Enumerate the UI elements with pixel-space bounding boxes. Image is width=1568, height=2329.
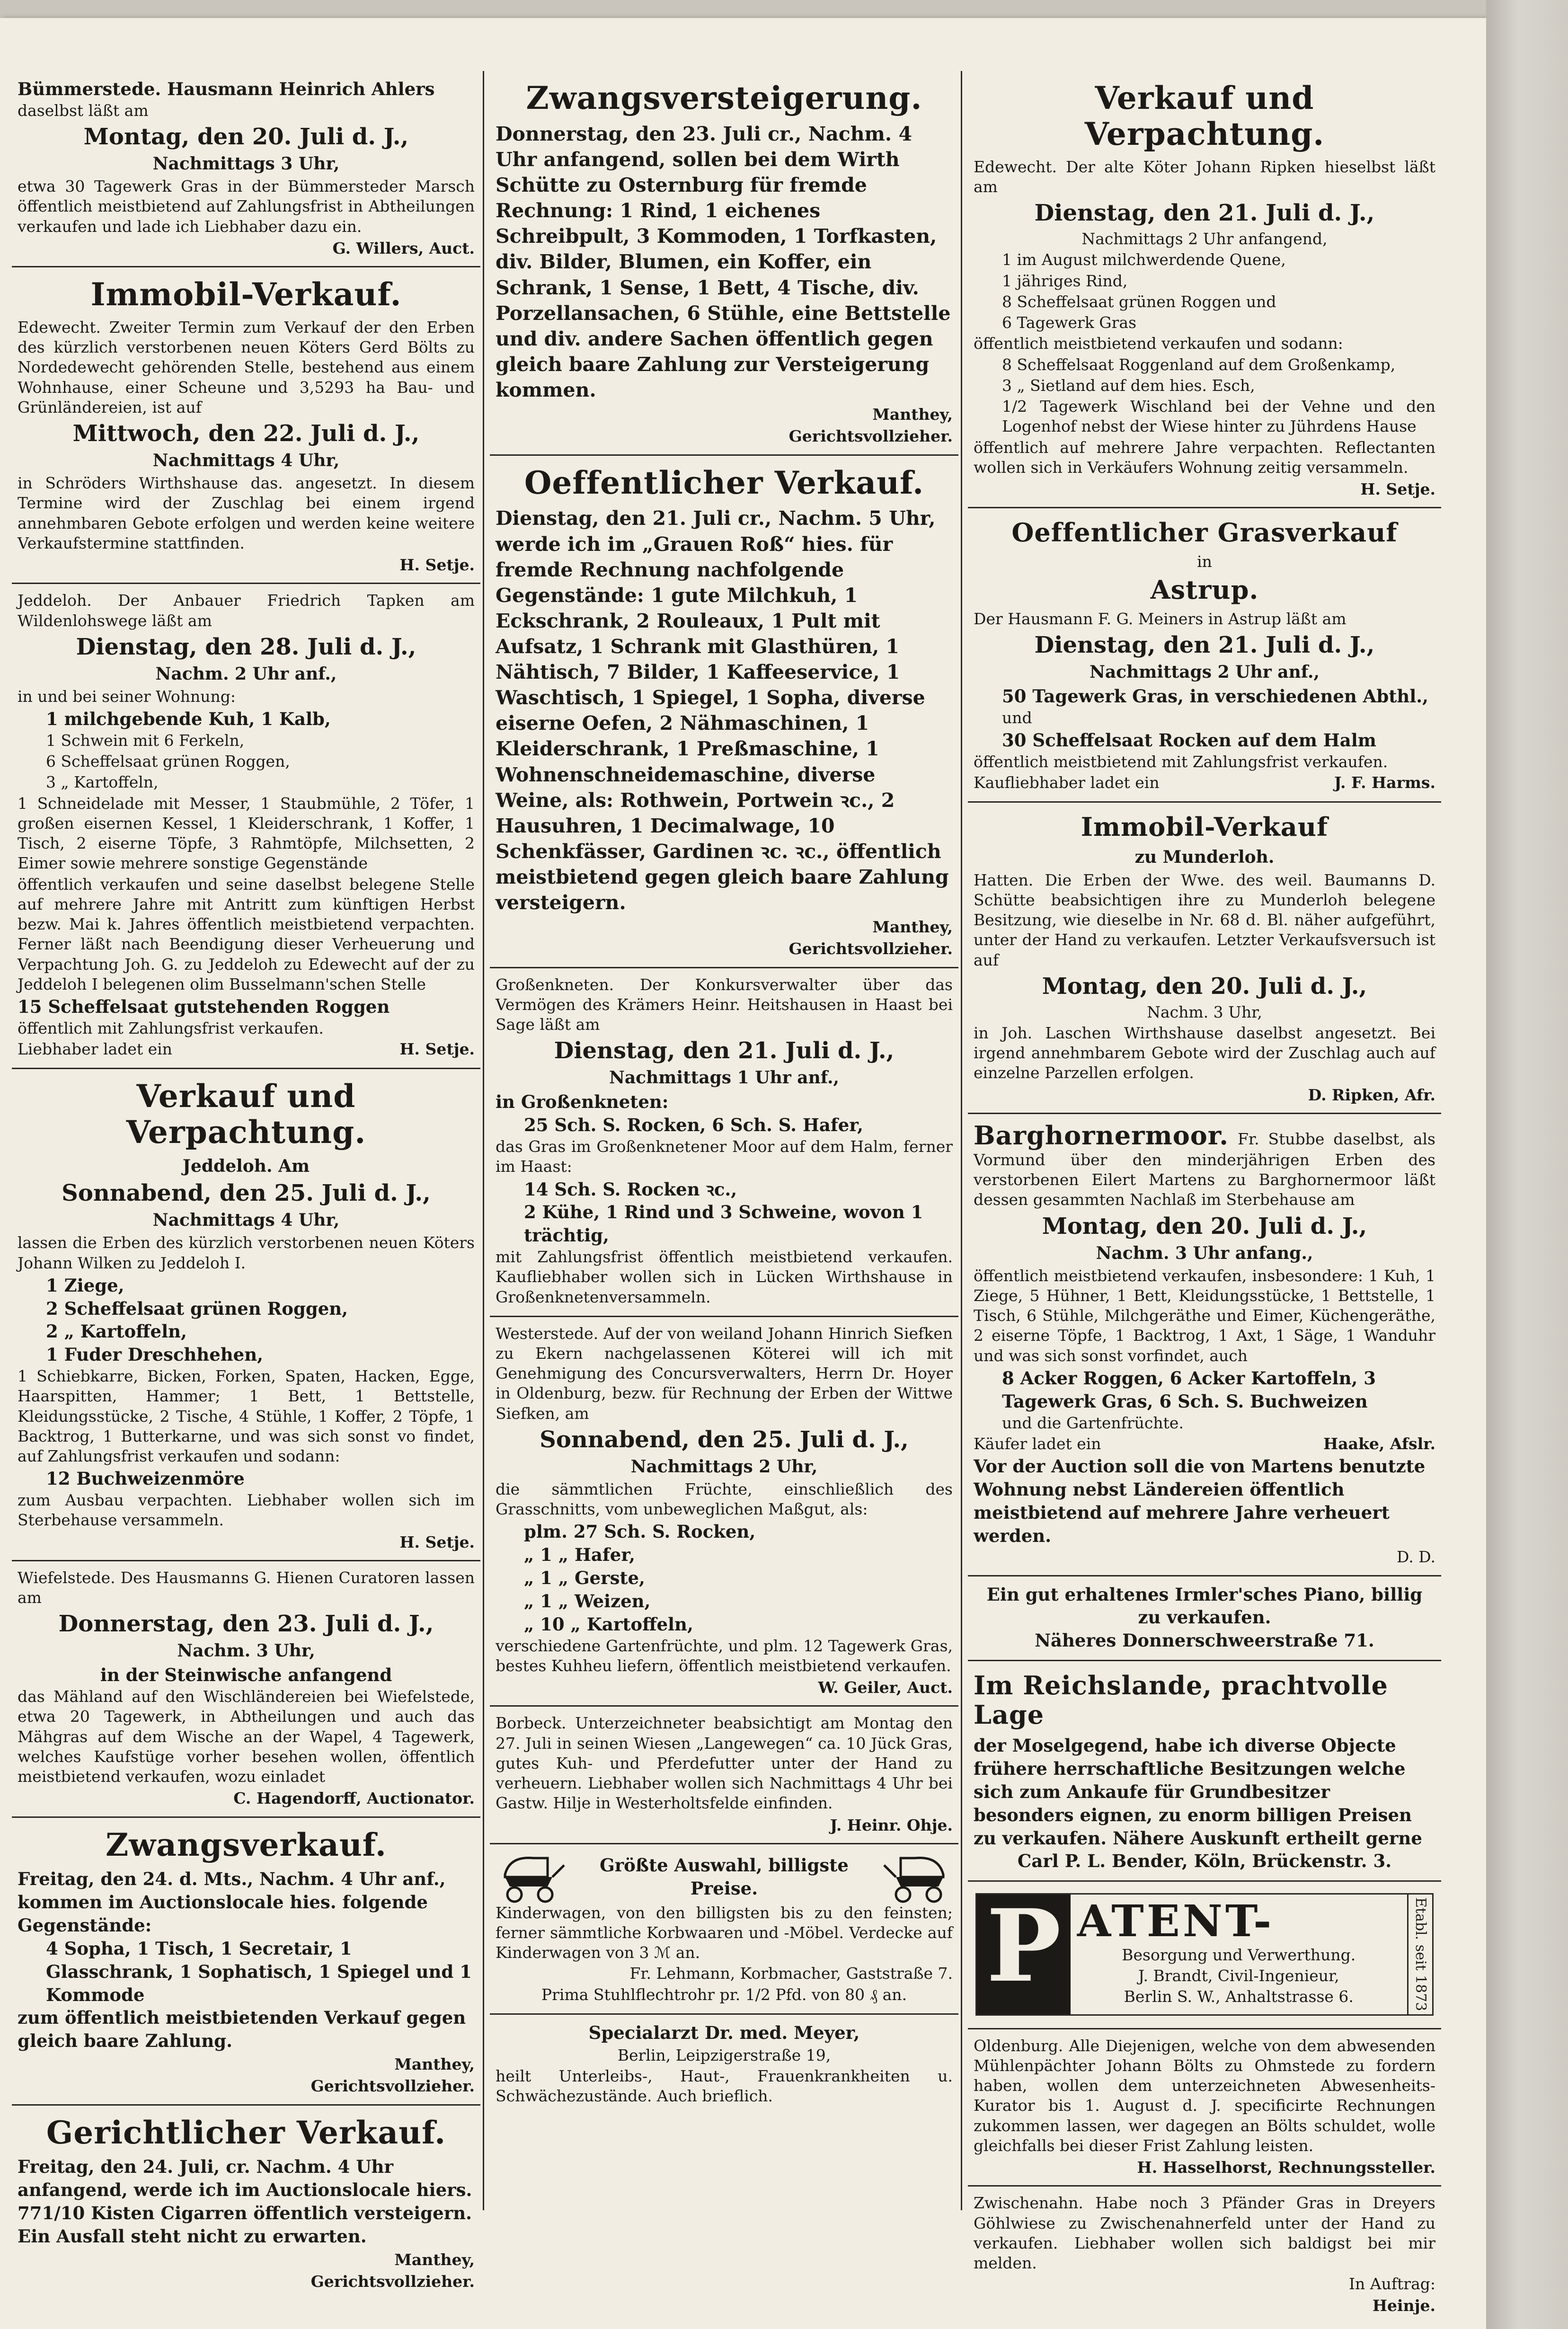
ad-item: 1 Ziege, [46, 1275, 124, 1296]
ad-und: und [1002, 708, 1032, 727]
ad-headline: Specialarzt Dr. med. Meyer, [588, 2022, 860, 2043]
ad-item: 8 Scheffelsaat grünen Roggen und [1002, 292, 1276, 311]
ad-place: Jeddeloh. Am [182, 1156, 310, 1177]
ad-signature-title: Gerichtsvollzieher. [788, 427, 953, 446]
ad-signature: C. Hagendorff, Auctionator. [233, 1789, 475, 1808]
patent-main [1071, 1895, 1407, 2014]
ad-bold: Ein gut erhaltenes Irmler'sches Piano, billig zu verkaufen. [986, 1584, 1423, 1628]
ad-body: Freitag, den 24. d. Mts., Nachm. 4 Uhr anf., kommen im Auctionslocale hies. folgende Gegenstände: [18, 1869, 446, 1936]
patent-line-2: J. Brandt, Civil-Ingenieur, [1138, 1966, 1339, 1985]
ad-lead: in Großenkneten: [496, 1091, 669, 1113]
ad-date: Dienstag, den 21. Juli d. J., [1034, 200, 1375, 227]
ad-intro: Großenkneten. Der Konkursverwalter über das Vermögen des Krämers Heinr. Heitshausen in Haast bei Sage läßt am [496, 975, 953, 1034]
ad-signature-title: Gerichtsvollzieher. [788, 939, 953, 958]
ad-signature-2: D. D. [1396, 1548, 1435, 1567]
ad-invite: Liebhaber ladet ein [18, 1040, 172, 1059]
ad-signature: Manthey, [872, 405, 953, 424]
ad-body: öffentlich meistbietend verkaufen und sodann: [974, 334, 1343, 353]
ad-intro: Bümmerstede. Hausmann Heinrich Ahlers [18, 79, 435, 99]
ad-body: Zwischenahn. Habe noch 3 Pfänder Gras in Dreyers Göhlwiese zu Zwischenahnerfeld unter der Hand zu verkaufen. Liebhaber wollen sich baldigst bei mir melden. [974, 2194, 1435, 2273]
patent-line-1: Besorgung und Verwerthung. [1122, 1945, 1356, 1964]
ad-item: 3 „ Sietland auf dem hies. Esch, [1002, 376, 1255, 395]
ad-grossenkneten [490, 968, 958, 1317]
ad-item: 1/2 Tagewerk Wischland bei der Vehne und den Logenhof nebst der Wiese hinter zu Jührdens Hause [1002, 397, 1435, 436]
ad-date: Montag, den 20. Juli d. J., [1042, 973, 1367, 1000]
ad-buemmerstede [12, 71, 480, 267]
ad-signature: D. Ripken, Afr. [1308, 1085, 1435, 1104]
ad-bold-2: 30 Scheffelsaat Rocken auf dem Halm [1002, 730, 1376, 751]
ad-headline: Größte Auswahl, billigste Preise. [600, 1854, 849, 1899]
ad-footer-line: Prima Stuhlflechtrohr pr. 1/2 Pfd. von 80 ₰ an. [541, 1985, 907, 2004]
ad-bold: 25 Sch. S. Rocken, 6 Sch. S. Hafer, [524, 1115, 864, 1136]
ad-intro: Westerstede. Auf der von weiland Johann Hinrich Siefken zu Ekern nachgelassenen Köterei will ich mit Genehmigung des Concursverwalters, Herrn Dr. Hoyer in Oldenburg, bezw. für Rechnung der Erben der Wittwe Siefken, am [496, 1324, 953, 1423]
ad-headline: Verkauf und Verpachtung. [1084, 80, 1325, 152]
ad-item: 1 milchgebende Kuh, 1 Kalb, [46, 708, 331, 730]
ad-intro: Edewecht. Der alte Köter Johann Ripken hieselbst läßt am [974, 157, 1435, 196]
ad-item: „ 1 „ Hafer, [524, 1544, 636, 1566]
ad-invite-line [18, 1039, 475, 1059]
ad-zwangsverkauf [12, 1818, 480, 2106]
ad-invite: Kaufliebhaber ladet ein [974, 773, 1160, 792]
ad-time: Nachmittags 4 Uhr, [152, 1210, 340, 1231]
ad-time: Nachmittags 2 Uhr, [630, 1456, 818, 1477]
ad-headline: Barghornermoor. [974, 1120, 1229, 1151]
ad-headline: Immobil-Verkauf [1081, 812, 1329, 842]
ad-signature-title: Gerichtsvollzieher. [310, 2077, 475, 2096]
ad-intro: Jeddeloh. Der Anbauer Friedrich Tapken am Wildenlohswege läßt am [18, 591, 475, 630]
ad-body-2: in Schröders Wirthshause das. angesetzt. In diesem Termine wird der Zuschlag bei einem irgend annehmbaren Gebote erfolgen und werden keine weitere Verkaufstermine stattfinden. [18, 474, 475, 552]
ad-signature-title: Gerichtsvollzieher. [310, 2272, 475, 2291]
ad-jeddeloh-tapken [12, 584, 480, 1069]
ad-borbeck [490, 1707, 958, 1844]
ad-bold-2: 14 Sch. S. Rocken ꝛc., [524, 1178, 737, 1200]
column-rule [961, 71, 962, 2210]
ad-barghornermoor [968, 1114, 1441, 1576]
ad-invite: Käufer ladet ein [974, 1434, 1101, 1453]
ad-signature-2: Heinje. [1372, 2296, 1435, 2315]
ad-date: Montag, den 20. Juli d. J., [1042, 1213, 1367, 1240]
ad-item: 1 im August milchwerdende Quene, [1002, 250, 1286, 269]
ad-body: das Gras im Großenknetener Moor auf dem Halm, ferner im Haast: [496, 1137, 953, 1176]
ad-subheadline: zu Munderloh. [1134, 847, 1275, 868]
patent-line-3: Berlin S. W., Anhaltstrasse 6. [1124, 1987, 1354, 2006]
ad-intro-line [974, 1121, 1435, 1210]
ad-date: Dienstag, den 21. Juli d. J., [1034, 631, 1375, 658]
ad-time: Nachm. 2 Uhr anf., [155, 664, 337, 684]
ad-signature: Manthey, [394, 2250, 475, 2269]
ad-signature: J. F. Harms. [1334, 773, 1435, 792]
ad-immobil-verkauf-edewecht [12, 267, 480, 584]
ad-invite-line [974, 773, 1435, 793]
column-left [12, 71, 480, 2291]
ad-signature: H. Setje. [399, 1532, 475, 1551]
ad-body: Kinderwagen, von den billigsten bis zu den feinsten; ferner sämmtliche Korbwaaren und -Möbel. Verdecke auf Kinderwagen von 3 ℳ an. [496, 1903, 953, 1962]
ad-item: 2 Scheffelsaat grünen Roggen, [46, 1298, 348, 1319]
ad-body: Freitag, den 24. Juli, cr. Nachm. 4 Uhr anfangend, werde ich im Auctionslocale hiers. 771/10 Kisten Cigarren öffentlich versteigern. Ein Ausfall steht nicht zu erwarten. [18, 2156, 472, 2247]
ad-headline: Verkauf und Verpachtung. [126, 1078, 366, 1151]
ad-signature: W. Geiler, Auct. [818, 1678, 953, 1697]
ad-time: Nachmittags 2 Uhr anf., [1089, 662, 1320, 682]
ad-intro: Fr. Stubbe daselbst, als Vormund über den minderjährigen Erben des verstorbenen Eilert Martens zu Barghornermoor läßt dessen gesammten Nachlaß im Sterbehause am [974, 1129, 1435, 1209]
ad-oeffentlicher-verkauf [490, 456, 958, 968]
ad-headline: Zwangsversteigerung. [526, 80, 922, 116]
ad-body: Hatten. Die Erben der Wwe. des weil. Baumanns D. Schütte beabsichtigen ihre zu Munderloh belegene Besitzung, wie dieselbe in Nr. 68 d. Bl. näher aufgeführt, unter der Hand zu verkaufen. Letzter Verkaufsversuch ist auf [974, 870, 1435, 969]
ad-body-2: öffentlich auf mehrere Jahre verpachten. Reflectanten wollen sich in Verkäufers Wohnung zeitig versammeln. [974, 438, 1435, 477]
ad-item: 1 Schwein mit 6 Ferkeln, [46, 731, 245, 750]
ad-time: Nachmittags 4 Uhr, [152, 451, 340, 471]
ad-body: Donnerstag, den 23. Juli cr., Nachm. 4 Uhr anfangend, sollen bei dem Wirth Schütte zu Osternburg für fremde Rechnung: 1 Rind, 1 eichenes Schreibpult, 3 Kommoden, 1 Torfkasten, div. Bilder, Blumen, ein Koffer, ein Schrank, 1 Sense, 1 Bett, 4 Tische, div. Porzellansachen, 6 Stühle, eine Bettstelle und div. andere Sachen öffentlich gegen gleich baare Zahlung zur Versteigerung kommen. [496, 122, 951, 401]
ad-body: Borbeck. Unterzeichneter beabsichtigt am Montag den 27. Juli in seinen Wiesen „Langewegen“ ca. 10 Jück Gras, gutes Kuh- und Pferdefutter unter der Hand zu verheuern. Liebhaber wollen sich Nachmittags 4 Uhr bei Gastw. Hilje in Westerholtsfelde einfinden. [496, 1714, 953, 1813]
ad-date: Mittwoch, den 22. Juli d. J., [72, 420, 420, 447]
ad-body: etwa 30 Tagewerk Gras in der Bümmersteder Marsch öffentlich meistbietend auf Zahlungsfrist in Abtheilungen verkaufen und lade ich Liebhaber dazu ein. [18, 177, 475, 236]
ad-body: die sämmtlichen Früchte, einschließlich des Grasschnitts, vom unbeweglichen Maßgut, als: [496, 1480, 953, 1519]
ad-body-2: verschiedene Gartenfrüchte, und plm. 12 Tagewerk Gras, bestes Kuhheu liefern, öffentlich meistbietend verkaufen. [496, 1636, 953, 1675]
patent-big-letter: P [977, 1895, 1071, 2014]
ad-item: „ 1 „ Weizen, [524, 1590, 651, 1612]
ad-item: 1 jähriges Rind, [1002, 271, 1128, 290]
ad-headline: Immobil-Verkauf. [90, 276, 402, 313]
ad-body-2: zum öffentlich meistbietenden Verkauf gegen gleich baare Zahlung. [18, 2007, 466, 2052]
ad-intro: Der Hausmann F. G. Meiners in Astrup läßt am [974, 609, 1347, 628]
ad-body: heilt Unterleibs-, Haut-, Frauenkrankheiten u. Schwächezustände. Auch brieflich. [496, 2066, 953, 2106]
ad-bold: 12 Buchweizenmöre [46, 1468, 245, 1489]
ad-bold: 8 Acker Roggen, 6 Acker Kartoffeln, 3 Tagewerk Gras, 6 Sch. S. Buchweizen [1002, 1367, 1376, 1412]
ad-signature: H. Setje. [1360, 480, 1435, 499]
ad-body-2: und die Gartenfrüchte. [1002, 1413, 1184, 1432]
ad-body: öffentlich verkaufen und seine daselbst belegene Stelle auf mehrere Jahre mit Antritt zum künftigen Herbst bezw. Mai k. Jahres öffentlich meistbietend verpachten. Ferner läßt nach Beendigung dieser Verheuerung und Verpachtung Joh. G. zu Jeddeloh zu Edewecht auf der zu Jeddeloh I belegenen olim Busselmann'schen Stelle [18, 875, 475, 993]
ad-headline: Im Reichslande, prachtvolle Lage [974, 1670, 1389, 1730]
ad-body-3: zum Ausbau verpachten. Liebhaber wollen sich im Sterbehause versammeln. [18, 1491, 475, 1530]
ad-signature: J. Heinr. Ohje. [830, 1815, 953, 1834]
ad-body-2: mit Zahlungsfrist öffentlich meistbietend verkaufen. Kaufliebhaber wollen sich in Lücken Wirthshause in Großenknetenversammeln. [496, 1248, 953, 1306]
ad-headline: Oeffentlicher Grasverkauf [1011, 517, 1398, 548]
pram-icon [496, 1851, 567, 1903]
ad-intro-2: daselbst läßt am [18, 101, 149, 120]
ad-body: Edewecht. Zweiter Termin zum Verkauf der den Erben des kürzlich verstorbenen neuen Köters Gerd Bölts zu Nordedewecht gehörenden Stelle, bestehend aus einem Wohnhause, einer Scheune und 3,5293 ha Bau- und Grünländereien, ist auf [18, 318, 475, 416]
ad-oldenburg-boelts [968, 2029, 1441, 2187]
ad-item: 1 Fuder Dreschhehen, [46, 1344, 263, 1365]
ad-body-2: in Joh. Laschen Wirthshause daselbst angesetzt. Bei irgend annehmbarem Gebote wird der Zuschlag auch auf einzelne Parzellen erfolgen. [974, 1023, 1435, 1082]
ad-body-2: öffentlich mit Zahlungsfrist verkaufen. [18, 1018, 324, 1037]
ad-bold-3: 2 Kühe, 1 Rind und 3 Schweine, wovon 1 trächtig, [524, 1202, 923, 1246]
ad-verkauf-verpachtung-wilken [12, 1069, 480, 1561]
patent-box [975, 1887, 1434, 2015]
ad-body: das Mähland auf den Wischländereien bei Wiefelstede, etwa 20 Tagewerk, in Abtheilungen und auch das Mähgras auf dem Wische an der Wapel, 4 Tagewerk, welches Kaufstüge vorher besehen wollen, öffentlich meistbietend verkaufen, wozu einladet [18, 1687, 475, 1786]
ad-kinderwagen-header [496, 1851, 953, 1903]
ad-patent [968, 1882, 1441, 2029]
ad-bold: in der Steinwische anfangend [100, 1665, 392, 1686]
ad-signature: In Auftrag: [1348, 2275, 1435, 2294]
ad-piano [968, 1576, 1441, 1661]
patent-established: Etabl. seit 1873 [1407, 1895, 1432, 2014]
ad-item: 3 „ Kartoffeln, [46, 773, 159, 792]
ad-body: Oldenburg. Alle Diejenigen, welche von dem abwesenden Mühlenpächter Johann Bölts zu Ohmstede zu fordern haben, wollen dem unterzeichneten Abwesenheits-Kurator bis 1. August d. J. specificirte Rechnungen zukommen lassen, wer dagegen an Bölts schuldet, wolle gleichfalls bei dieser Frist Zahlung leisten. [974, 2036, 1435, 2155]
ad-time: Nachmittags 1 Uhr anf., [609, 1068, 840, 1088]
ad-immobil-verkauf-munderloh [968, 803, 1441, 1114]
ad-kinderwagen [490, 1844, 958, 2015]
ad-item: 8 Scheffelsaat Roggenland auf dem Großenkamp, [1002, 355, 1396, 374]
ad-body: öffentlich meistbietend mit Zahlungsfrist verkaufen. [974, 752, 1388, 771]
column-right [968, 71, 1441, 2315]
ad-body: Näheres Donnerschweerstraße 71. [1035, 1630, 1374, 1651]
ad-signature: Carl P. L. Bender, Köln, Brückenstr. 3. [1017, 1851, 1392, 1872]
ad-item: 6 Scheffelsaat grünen Roggen, [46, 752, 290, 771]
ad-time: Nachm. 3 Uhr, [1147, 1002, 1262, 1021]
ad-body-2: 1 Schiebkarre, Bicken, Forken, Spaten, Hacken, Egge, Haarspitten, Hammer; 1 Bett, 1 Bettstelle, Kleidungsstücke, 2 Tische, 4 Stühle, 1 Koffer, 2 Töpfe, 1 Backtrog, 1 Butterkarne, und was sich sonst vo findet, auf Zahlungsfrist verkaufen und sodann: [18, 1367, 475, 1465]
ad-westerstede [490, 1317, 958, 1707]
ad-lead: in und bei seiner Wohnung: [18, 687, 236, 706]
ad-bold-2: Vor der Auction soll die von Martens benutzte Wohnung nebst Ländereien öffentlich meistbietend auf mehrere Jahre verheuert werden. [974, 1456, 1426, 1546]
ad-headline: Gerichtlicher Verkauf. [46, 2114, 446, 2151]
ad-intro: Wiefelstede. Des Hausmanns G. Hienen Curatoren lassen am [18, 1568, 475, 1607]
ad-body: der Moselgegend, habe ich diverse Objecte frühere herrschaftliche Besitzungen welche sich zum Ankaufe für Grundbesitzer besonders eignen, zu enorm billigen Preisen zu verkaufen. Nähere Auskunft ertheilt gerne [974, 1735, 1422, 1849]
ad-headline: Zwangsverkauf. [106, 1826, 387, 1863]
ad-items: 4 Sopha, 1 Tisch, 1 Secretair, 1 Glasschrank, 1 Sophatisch, 1 Spiegel und 1 Kommode [46, 1938, 472, 2005]
ad-item: 6 Tagewerk Gras [1002, 313, 1137, 332]
ad-signature: Manthey, [872, 918, 953, 937]
ad-date: Dienstag, den 21. Juli d. J., [554, 1037, 895, 1064]
ad-gerichtlicher-verkauf [12, 2106, 480, 2300]
ad-date: Sonnabend, den 25. Juli d. J., [540, 1426, 909, 1453]
ad-signature: Manthey, [394, 2055, 475, 2074]
ad-body: Dienstag, den 21. Juli cr., Nachm. 5 Uhr, werde ich im „Grauen Roß“ hies. für fremde Rechnung nachfolgende Gegenstände: 1 gute Milchkuh, 1 Eckschrank, 2 Rouleaux, 1 Pult mit Aufsatz, 1 Schrank mit Glasthüren, 1 Nähtisch, 7 Bilder, 1 Kaffeeservice, 1 Waschtisch, 1 Spiegel, 1 Sopha, diverse eiserne Oefen, 2 Nähmaschinen, 1 Kleiderschrank, 1 Preßmaschine, 1 Wohnenschneidemaschine, diverse Weine, als: Rothwein, Portwein ꝛc., 2 Hausuhren, 1 Decimalwage, 10 Schenkfässer, Gardinen ꝛc. ꝛc., öffentlich meistbietend gegen gleich baare Zahlung versteigern. [496, 507, 949, 914]
ad-verkauf-verpachtung-ripken [968, 71, 1441, 508]
patent-word: ATENT- [1077, 1895, 1275, 1947]
ad-zwangsversteigerung [490, 71, 958, 456]
ad-reichslande [968, 1661, 1441, 1882]
page-edge-shadow [1486, 0, 1568, 2329]
ad-signature: H. Setje. [399, 556, 475, 575]
ad-address: Berlin, Leipzigerstraße 19, [617, 2046, 831, 2064]
column-rule [483, 71, 484, 2210]
ad-time: Nachmittags 3 Uhr, [152, 154, 340, 174]
ad-signature: Fr. Lehmann, Korbmacher, Gaststraße 7. [629, 1964, 953, 1983]
pram-icon [882, 1851, 953, 1903]
ad-grasverkauf-astrup [968, 508, 1441, 803]
ad-in: in [1197, 552, 1212, 571]
ad-time: Nachm. 3 Uhr anfang., [1096, 1243, 1313, 1263]
ad-item: plm. 27 Sch. S. Rocken, [524, 1521, 756, 1542]
ad-item: 1 Schneidelade mit Messer, 1 Staubmühle, 2 Töfer, 1 großen eisernen Kessel, 1 Kleiderschrank, 1 Koffer, 1 Tisch, 2 eiserne Töpfe, 3 Rahmtöpfe, Milchsetten, 2 Eimer sowie mehrere sonstige Gegenstände [18, 794, 475, 873]
ad-body: öffentlich meistbietend verkaufen, insbesondere: 1 Kuh, 1 Ziege, 5 Hühner, 1 Bett, Kleidungsstücke, 1 Bettstelle, 1 Tisch, 6 Stühle, Milchgeräthe und Eimer, Küchengeräthe, 2 eiserne Töpfe, 1 Backtrog, 1 Axt, 1 Säge, 1 Wanduhr und was sich sonst vorfindet, auch [974, 1266, 1435, 1365]
ad-bold: 15 Scheffelsaat gutstehenden Roggen [18, 996, 390, 1018]
ad-date: Montag, den 20. Juli d. J., [83, 124, 409, 151]
ad-date: Sonnabend, den 25. Juli d. J., [62, 1180, 431, 1207]
ad-time: Nachmittags 2 Uhr anfangend, [1081, 230, 1328, 248]
ad-zwischenahn [968, 2187, 1441, 2323]
ad-headline: Oeffentlicher Verkauf. [524, 464, 924, 501]
ad-specialarzt [490, 2015, 958, 2115]
ad-signature: H. Setje. [399, 1040, 475, 1059]
column-middle [490, 71, 958, 2210]
ad-signature: Haake, Afslr. [1323, 1434, 1435, 1453]
ad-item: „ 1 „ Gerste, [524, 1567, 645, 1589]
ad-signature: H. Hasselhorst, Rechnungssteller. [1137, 2158, 1435, 2177]
ad-bold: 50 Tagewerk Gras, in verschiedenen Abthl., [1002, 686, 1429, 707]
ad-signature: G. Willers, Auct. [332, 239, 475, 257]
ad-body: lassen die Erben des kürzlich verstorbenen neuen Köters Johann Wilken zu Jeddeloh I. [18, 1233, 475, 1272]
ad-time: Nachm. 3 Uhr, [177, 1641, 315, 1661]
ad-item: 2 „ Kartoffeln, [46, 1321, 187, 1342]
ad-item: „ 10 „ Kartoffeln, [524, 1613, 693, 1635]
ad-invite-line [974, 1434, 1435, 1454]
ad-place: Astrup. [1150, 574, 1259, 605]
ad-date: Donnerstag, den 23. Juli d. J., [58, 1611, 434, 1638]
ad-wiefelstede [12, 1561, 480, 1818]
ad-date: Dienstag, den 28. Juli d. J., [76, 633, 416, 660]
